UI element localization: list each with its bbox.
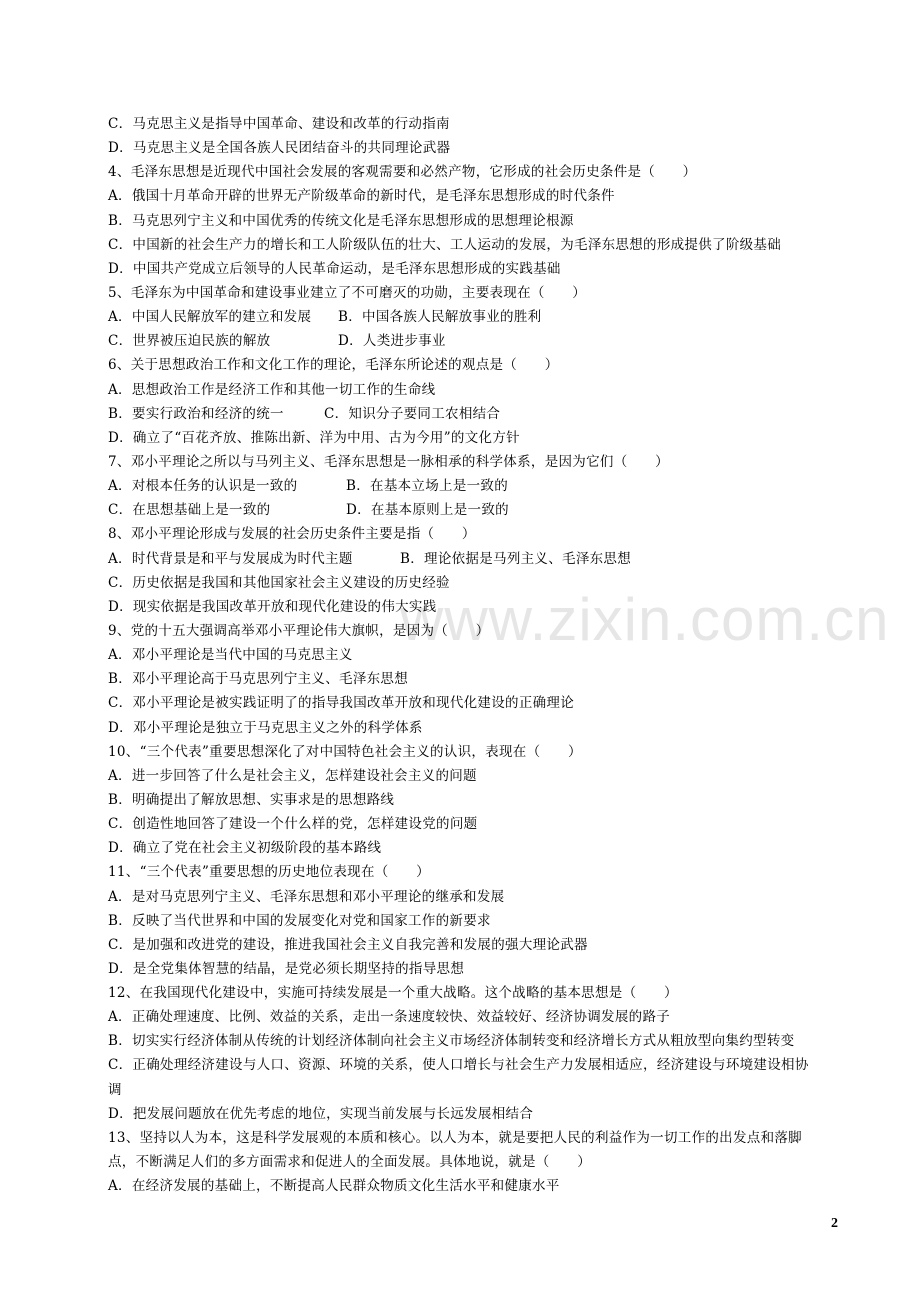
option-text: D．在基本原则上是一致的 [346,502,509,519]
option-text: A．中国人民解放军的建立和发展 [108,309,312,326]
question-list [108,112,816,1198]
text-line: A．在经济发展的基础上，不断提高人民群众物质文化生活水平和健康水平 [108,1178,560,1195]
text-line: C．历史依据是我国和其他国家社会主义建设的历史经验 [108,574,450,591]
text-line: C．马克思主义是指导中国革命、建设和改革的行动指南 [108,116,450,132]
text-line: C．是加强和改进党的建设，推进我国社会主义自我完善和发展的强大理论武器 [108,936,588,953]
text-line: D．中国共产党成立后领导的人民革命运动，是毛泽东思想形成的实践基础 [108,260,561,277]
text-line: 11、“三个代表”重要思想的历史地位表现在（ ） [108,864,430,881]
text-line: C．创造性地回答了建设一个什么样的党，怎样建设党的问题 [108,816,478,833]
watermark: www.zixin.com.cn [400,586,890,653]
text-line: D．现实依据是我国改革开放和现代化建设的伟大实践 [108,598,437,615]
option-text: D．人类进步事业 [338,333,446,350]
option-text: A．对根本任务的认识是一致的 [108,478,298,495]
option-text: C．在思想基础上是一致的 [108,502,271,519]
text-line: 4、毛泽东思想是近现代中国社会发展的客观需要和必然产物，它形成的社会历史条件是（ ） [108,164,697,181]
text-line: 5、毛泽东为中国革命和建设事业建立了不可磨灭的功勋，主要表现在（ ） [108,284,587,301]
text-line: A．邓小平理论是当代中国的马克思主义 [108,647,353,664]
option-text: B．理论依据是马列主义、毛泽东思想 [400,550,632,567]
text-line: C．正确处理经济建设与人口、资源、环境的关系，使人口增长与社会生产力发展相适应，经济建设与环境建设相协调 [108,1057,809,1098]
text-line: D．马克思主义是全国各族人民团结奋斗的共同理论武器 [108,140,451,157]
option-row [108,305,816,329]
text-line: B．明确提出了解放思想、实事求是的思想路线 [108,791,395,808]
text-line: 7、邓小平理论之所以与马列主义、毛泽东思想是一脉相承的科学体系，是因为它们（ ） [108,453,669,470]
option-text: C．知识分子要同工农相结合 [324,405,501,422]
option-row [108,329,816,353]
text-line: 13、坚持以人为本，这是科学发展观的本质和核心。以人为本，就是要把人民的利益作为一切工作的出发点和落脚点，不断满足人们的多方面需求和促进人的全面发展。具体地说，就是（ ） [108,1129,802,1171]
text-line: 12、在我国现代化建设中，实施可持续发展是一个重大战略。这个战略的基本思想是（ ） [108,985,678,1002]
text-line: D．确立了党在社会主义初级阶段的基本路线 [108,840,382,857]
option-text: B．在基本立场上是一致的 [346,478,509,495]
text-line: C．邓小平理论是被实践证明了的指导我国改革开放和现代化建设的正确理论 [108,695,575,712]
text-line: D．邓小平理论是独立于马克思主义之外的科学体系 [108,719,423,736]
option-text: C．世界被压迫民族的解放 [108,333,271,350]
text-line: B．马克思列宁主义和中国优秀的传统文化是毛泽东思想形成的思想理论根源 [108,212,574,229]
text-line: D．把发展问题放在优先考虑的地位，实现当前发展与长远发展相结合 [108,1105,534,1122]
text-line: A．是对马克思列宁主义、毛泽东思想和邓小平理论的继承和发展 [108,888,505,905]
page-number: 2 [831,1216,838,1231]
option-text: A．时代背景是和平与发展成为时代主题 [108,550,353,567]
option-row [108,402,816,426]
text-line: 6、关于思想政治工作和文化工作的理论，毛泽东所论述的观点是（ ） [108,357,559,374]
option-text: B．中国各族人民解放事业的胜利 [338,309,542,326]
option-row [108,547,816,571]
option-row [108,498,816,522]
text-line: B．邓小平理论高于马克思列宁主义、毛泽东思想 [108,671,409,688]
text-line: 10、“三个代表”重要思想深化了对中国特色社会主义的认识，表现在（ ） [108,743,582,760]
text-line: A．思想政治工作是经济工作和其他一切工作的生命线 [108,381,436,398]
text-line: A．进一步回答了什么是社会主义，怎样建设社会主义的问题 [108,767,477,784]
text-line: A．正确处理速度、比例、效益的关系，走出一条速度较快、效益较好、经济协调发展的路子 [108,1009,671,1026]
text-line: 8、邓小平理论形成与发展的社会历史条件主要是指（ ） [108,526,476,543]
text-line: B．反映了当代世界和中国的发展变化对党和国家工作的新要求 [108,912,491,929]
text-line: D．是全党集体智慧的结晶，是党必须长期坚持的指导思想 [108,960,465,977]
option-text: B．要实行政治和经济的统一 [108,405,284,422]
text-line: D．确立了“百花齐放、推陈出新、洋为中用、古为今用”的文化方针 [108,429,520,446]
text-line: A．俄国十月革命开辟的世界无产阶级革命的新时代，是毛泽东思想形成的时代条件 [108,188,615,205]
option-row [108,474,816,498]
text-line: 9、党的十五大强调高举邓小平理论伟大旗帜，是因为（ ） [108,622,490,639]
text-line: C．中国新的社会生产力的增长和工人阶级队伍的壮大、工人运动的发展，为毛泽东思想的形成提供了阶级基础 [108,236,782,253]
text-line: B．切实实行经济体制从传统的计划经济体制向社会主义市场经济体制转变和经济增长方式从粗放型向集约型转变 [108,1033,795,1050]
